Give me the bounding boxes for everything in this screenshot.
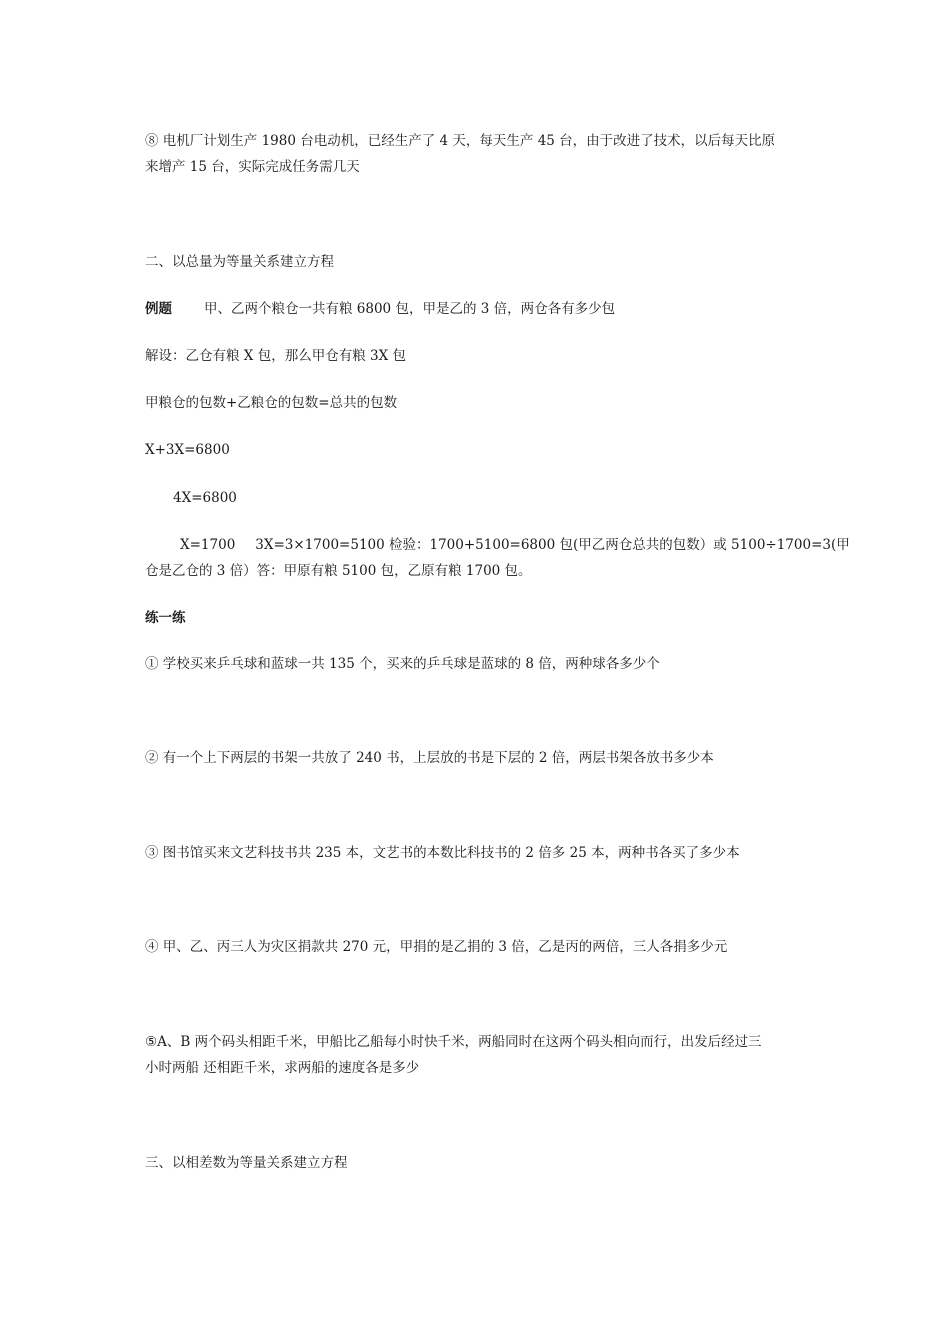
example-row <box>145 296 805 322</box>
solution-setup: 解设：乙仓有粮 X 包，那么甲仓有粮 3X 包 <box>145 348 406 364</box>
problem-8-line-1: ⑧ 电机厂计划生产 1980 台电动机，已经生产了 4 天，每天生产 45 台，由于改进了技术，以后每天比原 <box>145 133 776 149</box>
equation-relation: 甲粮仓的包数+乙粮仓的包数=总共的包数 <box>145 395 398 411</box>
equation-2: 4X=6800 <box>173 490 237 506</box>
practice-item-1: ① 学校买来乒乓球和蓝球一共 135 个，买来的乒乓球是蓝球的 8 倍，两种球各多少个 <box>145 656 660 672</box>
section-3-heading: 三、以相差数为等量关系建立方程 <box>145 1155 348 1171</box>
equation-3-check: 3X=3×1700=5100 检验：1700+5100=6800 包(甲乙两仓总共的包数）或 5100÷1700=3(甲 <box>255 537 850 553</box>
section-2-heading: 二、以总量为等量关系建立方程 <box>145 254 334 270</box>
equation-3-row <box>180 532 850 558</box>
practice-item-3: ③ 图书馆买来文艺科技书共 235 本，文艺书的本数比科技书的 2 倍多 25 本，两种书各买了多少本 <box>145 845 740 861</box>
equation-3-x: X=1700 <box>180 537 236 553</box>
equation-1: X+3X=6800 <box>145 442 230 458</box>
practice-item-2: ② 有一个上下两层的书架一共放了 240 书，上层放的书是下层的 2 倍，两层书架各放书多少本 <box>145 750 714 766</box>
practice-label: 练一练 <box>145 610 186 626</box>
example-label: 例题 <box>145 301 172 317</box>
practice-item-5-line-1: ⑤A、B 两个码头相距千米，甲船比乙船每小时快千米，两船同时在这两个码头相向而行，出发后经过三 <box>145 1034 762 1050</box>
problem-8-line-2: 来增产 15 台，实际完成任务需几天 <box>145 159 360 175</box>
example-text: 甲、乙两个粮仓一共有粮 6800 包，甲是乙的 3 倍，两仓各有多少包 <box>204 301 616 317</box>
practice-item-5-line-2: 小时两船 还相距千米，求两船的速度各是多少 <box>145 1060 420 1076</box>
equation-3-answer: 仓是乙仓的 3 倍）答：甲原有粮 5100 包，乙原有粮 1700 包。 <box>145 563 532 579</box>
practice-item-4: ④ 甲、乙、丙三人为灾区捐款共 270 元，甲捐的是乙捐的 3 倍，乙是丙的两倍，三人各捐多少元 <box>145 939 728 955</box>
